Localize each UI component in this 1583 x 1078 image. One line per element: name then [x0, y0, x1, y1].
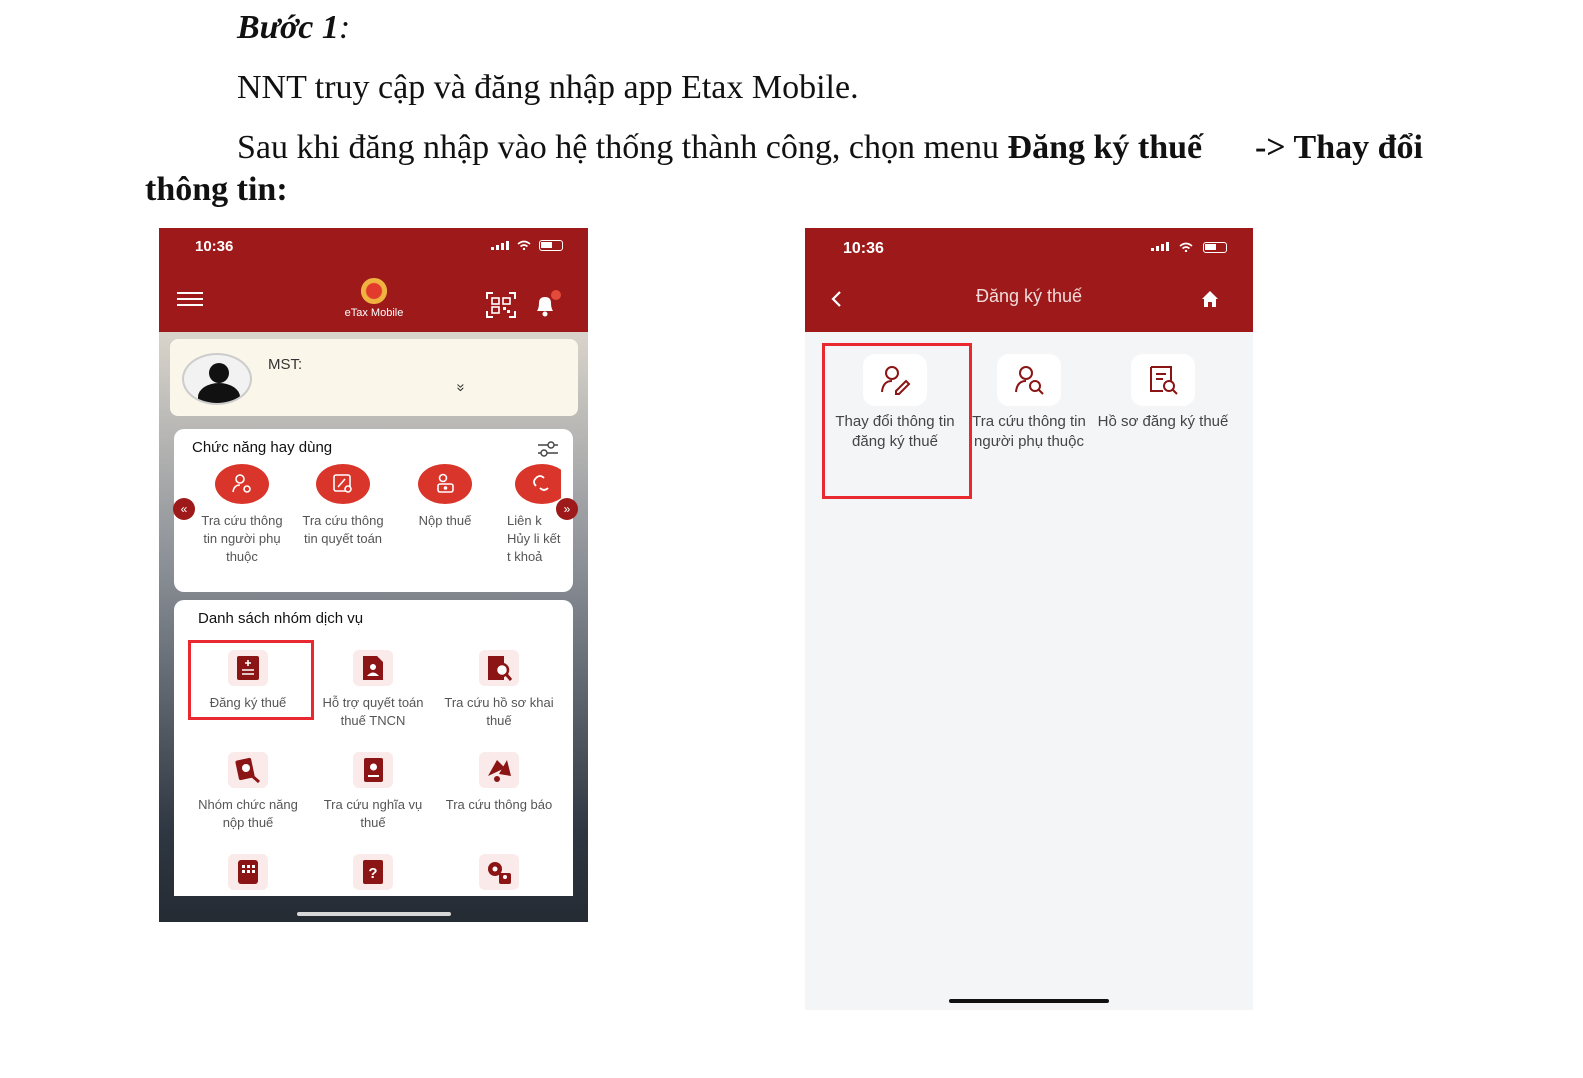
battery-icon [539, 240, 563, 251]
svc-label: Hỗ trợ quyết toán thuế TNCN [322, 695, 424, 728]
fn-pay-tax[interactable] [400, 464, 490, 530]
back-arrow-icon[interactable] [829, 290, 843, 308]
app-header [159, 228, 588, 332]
user-card[interactable] [170, 339, 578, 416]
signal-icon [491, 241, 509, 250]
service-groups-title: Danh sách nhóm dịch vụ [198, 610, 364, 627]
app-header [805, 228, 1253, 332]
wifi-icon [1179, 242, 1193, 252]
status-time: 10:36 [843, 240, 884, 257]
page-title: Đăng ký thuế [975, 286, 1083, 306]
home-icon[interactable] [1201, 290, 1219, 308]
obligation-icon [359, 756, 387, 784]
carousel-next-button[interactable]: » [556, 498, 578, 520]
svc-label: Nhóm chức năng nộp thuế [198, 797, 298, 830]
svg-text:?: ? [368, 865, 378, 882]
item-label: Hồ sơ đăng ký thuế [1097, 413, 1229, 430]
step-heading: Bước 1: [237, 9, 351, 46]
svc-label: Tra cứu hồ sơ khai thuế [444, 695, 554, 728]
registration-dossier-item[interactable] [1096, 354, 1230, 432]
person-search-icon [1013, 364, 1045, 396]
home-indicator [949, 999, 1109, 1003]
qr-scan-icon[interactable] [485, 291, 517, 319]
lookup-dependent-item[interactable] [962, 354, 1096, 452]
app-name: eTax Mobile [344, 307, 404, 319]
svc-tax-payment-group[interactable] [188, 752, 308, 832]
home-indicator [297, 912, 451, 916]
avatar [182, 353, 252, 405]
svc-label: Tra cứu thông báo [445, 797, 553, 812]
notification-lookup-icon [485, 756, 513, 784]
wifi-icon [517, 240, 531, 250]
link-icon [530, 472, 554, 496]
mst-label: MST: [268, 356, 303, 373]
settings-user-icon [485, 858, 513, 886]
svc-lookup-tax-declaration[interactable] [439, 650, 559, 730]
svc-label: Tra cứu nghĩa vụ thuế [323, 797, 423, 830]
instruction-line-1: NNT truy cập và đăng nhập app Etax Mobile. [237, 69, 859, 106]
instruction-line-3: thông tin: [145, 171, 288, 208]
national-emblem-logo [357, 278, 391, 304]
highlight-box-tax-registration [188, 640, 314, 720]
document-search-icon [331, 472, 355, 496]
fn-label: Tra cứu thông tin người phụ thuộc [201, 513, 283, 564]
fn-lookup-settlement[interactable] [298, 464, 388, 548]
phone-screenshot-home [159, 228, 588, 922]
frequent-functions-title: Chức năng hay dùng [192, 439, 333, 456]
document-person-icon [359, 654, 387, 682]
fn-lookup-dependent[interactable] [197, 464, 287, 566]
battery-icon [1203, 242, 1227, 253]
payment-group-icon [234, 756, 262, 784]
instruction-line-2: Sau khi đăng nhập vào hệ thống thành công, chọn menu Đăng ký thuế -> Thay đổi [237, 129, 1423, 166]
fn-label: Tra cứu thông tin quyết toán [302, 513, 384, 546]
svc-label: Đăng ký thuế [209, 695, 287, 710]
document-search-icon [1147, 364, 1179, 396]
hamburger-menu-icon[interactable] [177, 292, 203, 306]
carousel-prev-button[interactable]: « [173, 498, 195, 520]
fn-link-account[interactable] [501, 464, 561, 566]
filter-settings-icon[interactable] [537, 441, 559, 457]
pay-tax-icon [433, 472, 457, 496]
notification-badge [551, 290, 561, 300]
help-icon [359, 858, 387, 886]
frequent-functions-panel [174, 429, 573, 592]
signal-icon [1151, 242, 1169, 251]
svc-settings-user[interactable] [439, 854, 559, 890]
fn-label: Liên k Hủy li kết t khoả [507, 513, 561, 564]
item-label: Tra cứu thông tin người phụ thuộc [972, 413, 1086, 450]
item-label: Thay đổi thông tin đăng ký thuế [835, 413, 955, 450]
svc-pit-settlement-support[interactable] [313, 650, 433, 730]
fn-label: Nộp thuế [418, 513, 472, 528]
status-time: 10:36 [195, 238, 234, 255]
svc-calculator[interactable] [188, 854, 308, 890]
expand-chevron-icon[interactable]: » [452, 383, 470, 392]
calculator-icon [234, 858, 262, 886]
svc-lookup-notification[interactable] [439, 752, 559, 814]
phone-screenshot-tax-registration [805, 228, 1253, 1010]
highlight-box-change-info [822, 343, 972, 499]
person-search-icon [230, 472, 254, 496]
svc-help[interactable] [313, 854, 433, 890]
svc-lookup-tax-obligation[interactable] [313, 752, 433, 832]
file-search-icon [485, 654, 513, 682]
